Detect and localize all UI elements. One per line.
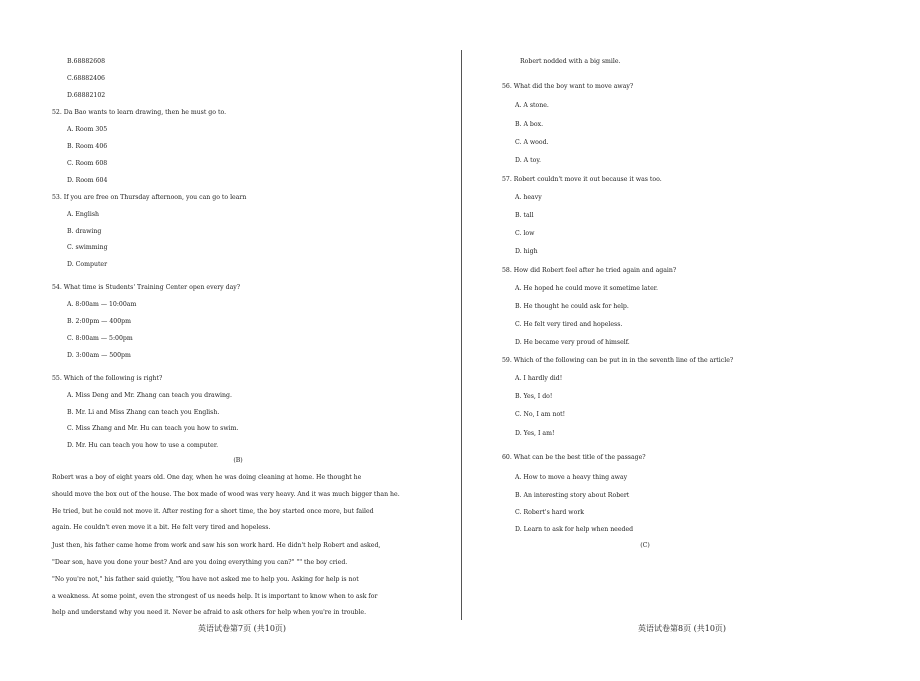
- question-line: 60. What can be the best title of the passage?: [502, 454, 646, 461]
- question-line: B. Mr. Li and Miss Zhang can teach you English.: [67, 409, 220, 416]
- question-line: D. Room 604: [67, 177, 108, 184]
- question-line: C. 8:00am — 5:00pm: [67, 335, 133, 342]
- question-line: A. 8:00am — 10:00am: [67, 301, 137, 308]
- question-line: D. Learn to ask for help when needed: [515, 526, 634, 533]
- question-line: 52. Da Bao wants to learn drawing, then he must go to.: [52, 109, 227, 116]
- question-line: D. A toy.: [515, 157, 541, 164]
- question-line: B. He thought he could ask for help.: [515, 303, 629, 310]
- question-line: D. Yes, I am!: [515, 430, 555, 437]
- column-divider: [461, 50, 462, 620]
- question-line: 53. If you are free on Thursday afternoon, you can go to learn: [52, 194, 247, 201]
- question-line: B. An interesting story about Robert: [515, 492, 630, 499]
- question-line: D. 3:00am — 500pm: [67, 352, 131, 359]
- question-line: D.68882102: [67, 92, 106, 99]
- question-line: B.68882608: [67, 58, 106, 65]
- passage-line: again. He couldn't even move it a bit. He felt very tired and hopeless.: [52, 524, 271, 531]
- passage-line: Just then, his father came home from work and saw his son work hard. He didn't help Robert and asked,: [52, 542, 381, 549]
- question-line: D. Computer: [67, 261, 108, 268]
- question-line: 54. What time is Students' Training Center open every day?: [52, 284, 241, 291]
- question-line: A. I hardly did!: [515, 375, 563, 382]
- question-line: A. A stone.: [515, 102, 549, 109]
- question-line: Robert nodded with a big smile.: [520, 58, 621, 65]
- question-line: C. Room 608: [67, 160, 108, 167]
- question-line: C. Robert's hard work: [515, 509, 585, 516]
- question-line: B. Yes, I do!: [515, 393, 553, 400]
- question-line: A. Miss Deng and Mr. Zhang can teach you drawing.: [67, 392, 232, 399]
- question-line: C. Miss Zhang and Mr. Hu can teach you how to swim.: [67, 425, 239, 432]
- question-line: B. A box.: [515, 121, 544, 128]
- footer-page-8: 英语试卷第8页 (共10页): [638, 624, 727, 633]
- passage-line: a weakness. At some point, even the strongest of us needs help. It is important to know when to ask for: [52, 593, 378, 600]
- passage-line: "Dear son, have you done your best? And are you doing everything you can?" "" the boy cried.: [52, 559, 348, 566]
- question-line: B. 2:00pm — 400pm: [67, 318, 131, 325]
- question-line: 59. Which of the following can be put in in the seventh line of the article?: [502, 357, 734, 364]
- question-line: C. A wood.: [515, 139, 549, 146]
- passage-line: should move the box out of the house. The box made of wood was very heavy. And it was much bigger than he.: [52, 491, 400, 498]
- section-label-c: (C): [640, 542, 650, 549]
- question-line: C.68882406: [67, 75, 105, 82]
- question-line: A. He hoped he could move it sometime later.: [515, 285, 658, 292]
- passage-line: help and understand why you need it. Never be afraid to ask others for help when you're in trouble.: [52, 609, 367, 616]
- passage-line: He tried, but he could not move it. After resting for a short time, the boy started once more, but failed: [52, 508, 374, 515]
- question-line: A. English: [67, 211, 99, 218]
- section-label-b: (B): [233, 457, 243, 464]
- question-line: A. heavy: [515, 194, 542, 201]
- question-line: C. No, I am not!: [515, 411, 566, 418]
- question-line: 57. Robert couldn't move it out because it was too.: [502, 176, 662, 183]
- question-line: C. He felt very tired and hopeless.: [515, 321, 623, 328]
- question-line: A. Room 305: [67, 126, 108, 133]
- question-line: D. Mr. Hu can teach you how to use a computer.: [67, 442, 219, 449]
- passage-line: Robert was a boy of eight years old. One day, when he was doing cleaning at home. He thought he: [52, 474, 362, 481]
- question-line: C. low: [515, 230, 535, 237]
- question-line: B. drawing: [67, 228, 102, 235]
- question-line: C. swimming: [67, 244, 108, 251]
- question-line: A. How to move a heavy thing away: [515, 474, 628, 481]
- question-line: B. tall: [515, 212, 534, 219]
- question-line: 56. What did the boy want to move away?: [502, 83, 634, 90]
- question-line: 55. Which of the following is right?: [52, 375, 163, 382]
- footer-page-7: 英语试卷第7页 (共10页): [198, 624, 287, 633]
- question-line: D. He became very proud of himself.: [515, 339, 630, 346]
- question-line: D. high: [515, 248, 538, 255]
- passage-line: "No you're not," his father said quietly, "You have not asked me to help you. Asking for help is not: [52, 576, 359, 583]
- question-line: B. Room 406: [67, 143, 108, 150]
- question-line: 58. How did Robert feel after he tried again and again?: [502, 267, 677, 274]
